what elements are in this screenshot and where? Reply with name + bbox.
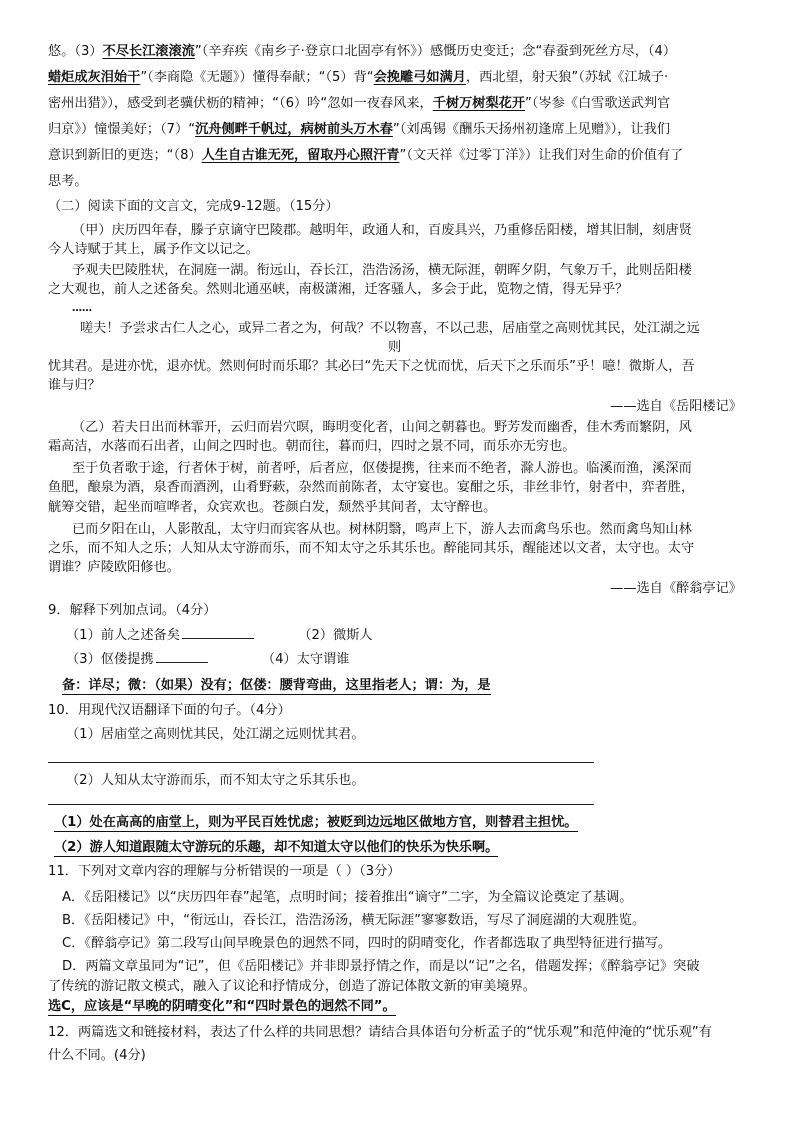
passage-jia-wrap: 则: [388, 340, 402, 355]
answer-text: （1）处在高高的庙堂上，则为平民百姓忧虑；被贬到边远地区做地方官，则替君主担忧。: [54, 815, 578, 830]
answer-line: [48, 804, 594, 805]
passage-yi-line: （乙）若夫日出而林霏开，云归而岩穴暝，晦明变化者，山间之朝暮也。野芳发而幽香，佳木秀而繁阴，风: [72, 420, 692, 435]
question-12-stem-cont: 什么不同。(4分): [48, 1048, 146, 1063]
text: ”（岑参《白雪歌送武判官: [525, 96, 671, 111]
answer-text: （2）游人知道跟随太守游玩的乐趣，却不知道太守以他们的快乐为快乐啊。: [54, 840, 499, 855]
question-11-stem: 11．下列对文章内容的理解与分析错误的一项是（ ）（3分）: [48, 864, 401, 879]
passage-jia-line: 嗟夫！予尝求古仁人之心，或异二者之为，何哉？不以物喜，不以己悲，居庙堂之高则忧其民，处江湖之远: [80, 321, 700, 336]
question-10-sentence-1: （1）居庙堂之高则忧其民，处江湖之远则忧其君。: [66, 727, 365, 742]
passage-yi-line: 谓谁？庐陵欧阳修也。: [48, 560, 180, 575]
section-heading: （二）阅读下面的文言文，完成9-12题。（15分）: [48, 199, 339, 214]
passage-yi-line: 至于负者歌于途，行者休于树，前者呼，后者应，伛偻提携，往来而不绝者，滁人游也。临溪而渔，溪深而: [72, 461, 692, 476]
passage-yi-line: 之乐，而不知人之乐；人知从太守游而乐，而不知太守之乐其乐也。醉能同其乐，醒能述以文者，太守也。太守: [48, 541, 695, 556]
question-10-stem: 10．用现代汉语翻译下面的句子。（4分）: [48, 703, 291, 718]
question-9-items-row2: [66, 650, 466, 669]
poetry-line-2: [48, 69, 748, 87]
text: ”（文天祥《过零丁洋》）让我们对生命的价值有了: [399, 148, 684, 163]
source-citation: ——选自《岳阳楼记》: [610, 399, 742, 414]
question-10-answer-1: [54, 814, 754, 832]
passage-jia-line: 忧其君。是进亦忧，退亦忧。然则何时而乐耶？其必曰“先天下之忧而忧，后天下之乐而乐”乎！噫！微斯人，吾: [48, 359, 695, 374]
answer-text: 备：详尽；微：（如果）没有；伛偻：腰背弯曲，这里指老人；谓：为，是: [62, 678, 491, 693]
text: 悠。（3）: [48, 44, 103, 59]
question-9-answer: [62, 677, 762, 695]
question-11-option-c: C．《醉翁亭记》第二段写山间早晚景色的迥然不同，四时的阴晴变化，作者都选取了典型特征进行描写。: [62, 936, 672, 951]
answer-5: 会挽雕弓如满月: [373, 70, 466, 85]
text: 意识到新旧的更迭；“（8）: [48, 148, 202, 163]
question-9-stem: 9．解释下列加点词。（4分）: [48, 603, 217, 618]
answer-blank[interactable]: [156, 650, 208, 663]
q9-item-4: （4）太守谓谁: [261, 652, 350, 667]
passage-jia-line: 予观夫巴陵胜状，在洞庭一湖。衔远山，吞长江，浩浩汤汤，横无际涯，朝晖夕阴，气象万千，此则岳阳楼: [72, 263, 692, 278]
question-9-items-row1: [66, 626, 466, 645]
q9-item-2: （2）微斯人: [298, 628, 373, 643]
text: ，西北望，射天狼”（苏轼《江城子·: [465, 70, 669, 85]
question-12-stem: 12．两篇选文和链接材料，表达了什么样的共同思想？请结合具体语句分析孟子的“忧乐观”和范仲淹的“忧乐观”有: [48, 1025, 712, 1040]
poetry-line-6: 思考。: [48, 174, 88, 189]
q9-item-1: （1）前人之述备矣: [66, 628, 180, 643]
poetry-line-4: [48, 121, 748, 139]
poetry-line-3: [48, 95, 748, 113]
answer-text: 选C，应该是“早晚的阴晴变化”和“四时景色的迥然不同”。: [48, 999, 396, 1014]
poetry-line-5: [48, 147, 748, 165]
source-citation: ——选自《醉翁亭记》: [610, 581, 742, 596]
answer-line: [48, 762, 594, 763]
q9-item-3: （3）伛偻提携: [66, 652, 154, 667]
passage-jia-line: 之大观也，前人之述备矣。然则北通巫峡，南极潇湘，迁客骚人，多会于此，览物之情，得无异乎？: [48, 282, 629, 297]
poetry-line-1: [48, 43, 748, 61]
answer-6: 千树万树梨花开: [432, 96, 526, 111]
passage-yi-line: 已而夕阳在山，人影散乱，太守归而宾客从也。树林阴翳，鸣声上下，游人去而禽鸟乐也。然而禽鸟知山林: [72, 522, 692, 537]
answer-3: 不尽长江滚滚流: [102, 44, 195, 59]
text: ”（刘禹锡《酬乐天扬州初逢席上见赠》），让我们: [392, 122, 671, 137]
question-11-option-d: D．两篇文章虽同为“记”，但《岳阳楼记》并非即景抒情之作，而是以“记”之名，借题发挥；《醉翁亭记》突破: [62, 959, 700, 974]
passage-yi-line: 霜高洁，水落而石出者，山间之四时也。朝而往，暮而归，四时之景不同，而乐亦无穷也。: [48, 439, 576, 454]
passage-ellipsis: ……: [72, 303, 92, 314]
question-10-sentence-2: （2）人知从太守游而乐，而不知太守之乐其乐也。: [66, 773, 365, 788]
passage-yi-line: 鱼肥，酿泉为酒，泉香而酒洌，山肴野蔌，杂然而前陈者，太守宴也。宴酣之乐，非丝非竹，射者中，弈者胜，: [48, 480, 695, 495]
text: 归京》）憧憬美好；（7）“: [48, 122, 196, 137]
passage-jia-line: （甲）庆历四年春，滕子京谪守巴陵郡。越明年，政通人和，百废具兴，乃重修岳阳楼，增其旧制，刻唐贤: [72, 223, 692, 238]
question-11-option-d-cont: 了传统的游记散文模式，融入了议论和抒情成分，创造了游记体散文新的审美境界。: [48, 979, 536, 994]
question-11-answer: [48, 998, 748, 1016]
answer-8: 人生自古谁无死，留取丹心照汗青: [201, 148, 400, 163]
question-11-option-b: B．《岳阳楼记》中，“衔远山，吞长江，浩浩汤汤，横无际涯”寥寥数语，写尽了洞庭湖的大观胜览。: [62, 913, 646, 928]
answer-7: 沉舟侧畔千帆过，病树前头万木春: [195, 122, 393, 137]
passage-yi-line: 觥筹交错，起坐而喧哗者，众宾欢也。苍颜白发，颓然乎其间者，太守醉也。: [48, 500, 497, 515]
text: ”（李商隐《无题》）懂得奉献；“（5）背“: [140, 70, 374, 85]
answer-blank[interactable]: [182, 626, 254, 639]
passage-jia-line: 谁与归？: [48, 378, 101, 393]
answer-4: 蜡炬成灰泪始干: [48, 70, 141, 85]
question-11-option-a: A．《岳阳楼记》以“庆历四年春”起笔，点明时间；接着推出“谪守”二字，为全篇议论奠定了基调。: [62, 890, 633, 905]
question-10-answer-2: [54, 839, 754, 857]
text: ”（辛弃疾《南乡子·登京口北固亭有怀》）感慨历史变迁；念“春蚕到死丝方尽，（4）: [194, 44, 677, 59]
text: 密州出猎》），感受到老骥伏枥的精神；“（6）吟“忽如一夜春风来，: [48, 96, 433, 111]
passage-jia-line: 今人诗赋于其上，属予作文以记之。: [48, 242, 259, 257]
